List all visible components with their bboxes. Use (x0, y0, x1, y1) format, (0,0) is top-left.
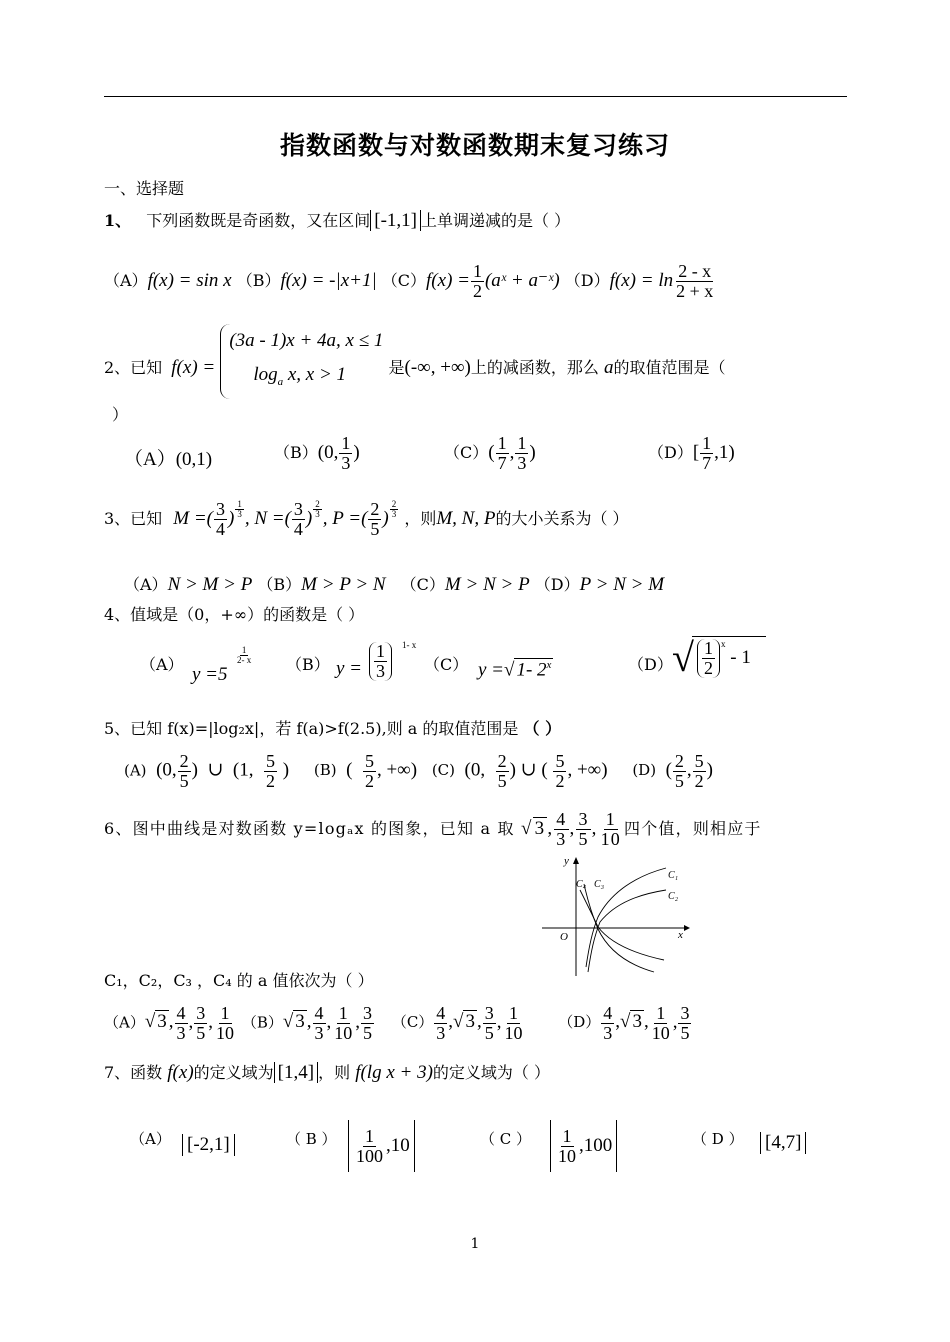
option-a-label: （A） (104, 270, 148, 290)
curve-c2 (588, 890, 666, 972)
label-c3: C₃ (594, 879, 605, 890)
graph-origin: O (560, 931, 568, 943)
fraction-ln: $\frac{2 - x}{2 + x}$ (676, 261, 714, 301)
section-heading: 一、选择题 (104, 179, 185, 198)
curve-c3 (580, 890, 664, 960)
header-rule (104, 96, 847, 97)
question-2-options: （A）(0,1) （B）(0, $\frac{1}{3}$ ) （C）( $\frac{1}{7}$ , $\frac{1}{3}$ ) （D）[ $\frac{1}{7}$ ,1) (124, 433, 735, 473)
log-curves-graph (536, 852, 696, 982)
graph-x-label: x (678, 929, 683, 941)
option-d-label: （D） (564, 270, 610, 290)
question-6-line2: C₁，C₂，C₃ ，C₄ 的 a 值依次为（ ） (104, 971, 374, 990)
page-title: 指数函数与对数函数期末复习练习 (279, 131, 670, 160)
y-axis-arrow (573, 857, 579, 864)
x-axis-arrow (684, 925, 690, 931)
graph-y-label: y (564, 855, 569, 867)
question-3-options: （A）N > M > P （B）M > P > N （C）M > N > P （D）P > N > M (124, 574, 665, 595)
question-6: 6、图中曲线是对数函数 y=logₐx 的图象，已知 a 取 √ 3 , $\frac{4}{3}$ , $\frac{3}{5}$ , $\frac{1}{10}$ 四个值，则相应于 (104, 809, 762, 849)
question-7: 7、函数 f(x)的定义域为 [1,4] ，则 f(lg x + 3)的定义域为（ ） (104, 1062, 550, 1083)
question-6-options: （A）√ 3 , $\frac{4}{3}$ , $\frac{3}{5}$ , $\frac{1}{10}$ （B）√ 3 , $\frac{4}{3}$ , $\frac{1}{10}$ , $\frac{3}{5}$ （C） $\frac{4}{3}$ ,√ 3 , $\frac{3}{5}$ , $\frac{1}{10}$ （D） $\frac{4}{3}$ ,√ 3 , $\frac{1}{10}$ , $\frac{3}{5}$ (104, 1003, 690, 1043)
question-5: 5、已知 f(x)=|log₂x|，若 f(a)>f(2.5),则 a 的取值范围是 （ ） (104, 719, 562, 738)
question-4-options: （A） y =5 $\frac{1}{2- x}$ （B） y = $\frac{1}{3}$ 1- x （C） y =√ 1- 2$^x$ （D） √ $\frac{1}{2}$ $^x$ - 1 (140, 646, 840, 706)
label-c4: C₄ (576, 879, 587, 890)
interval: [-1,1] (370, 210, 421, 231)
label-c2: C₂ (668, 891, 679, 902)
question-4: 4、值域是（0，+∞）的函数是（ ） (104, 605, 365, 624)
label-c1: C₁ (668, 870, 679, 881)
question-7-options: （A） [-2,1] （ B ） $\frac{1}{100}$ ,10 （ C ） $\frac{1}{10}$ ,100 （ D ） [4,7] (130, 1128, 830, 1188)
question-1: 1、 下列函数既是奇函数，又在区间 [-1,1] 上单调递减的是（ ） (104, 210, 571, 231)
question-3: 3、已知 M =( $\frac{3}{4}$ ) $^{\frac{1}{3}}$ , N =( $\frac{3}{4}$ ) $^{\frac{2}{3}}$ , P =( $\frac{2}{5}$ ) $^{\frac{2}{3}}$ ，则M, N, P的大小关系为（ ） (104, 499, 629, 539)
question-2: 2、已知 f(x) = (3a - 1)x + 4a, x ≤ 1 $\log_a x$, x > 1 是(-∞, +∞)上的减函数，那么 a的取值范围是（ (104, 338, 725, 399)
question-5-options: (A) (0, $\frac{2}{5}$ ) ∪ (1, $\frac{5}{2}$ ) (B) ( $\frac{5}{2}$ , +∞) (C) (0, $\frac{2}{5}$ ) ∪ ( $\frac{5}{2}$ , +∞) (D) ( $\frac{2}{5}$ , $\frac{5}{2}$ ) (124, 751, 713, 791)
option-c-label: （C） (381, 270, 427, 290)
option-b-label: （B） (236, 270, 281, 290)
question-1-options: （A）f(x) = sin x （B）f(x) = -|x+1| （C）f(x) = $\frac{1}{2}$ (aˣ + a⁻ˣ) （D）f(x) = ln $\frac{2 - x}{2 + x}$ (104, 261, 714, 301)
fraction-half: $\frac{1}{2}$ (472, 261, 482, 301)
page-number: 1 (470, 1236, 480, 1252)
piecewise: (3a - 1)x + 4a, x ≤ 1 $\log_a x$, x > 1 (220, 324, 383, 399)
